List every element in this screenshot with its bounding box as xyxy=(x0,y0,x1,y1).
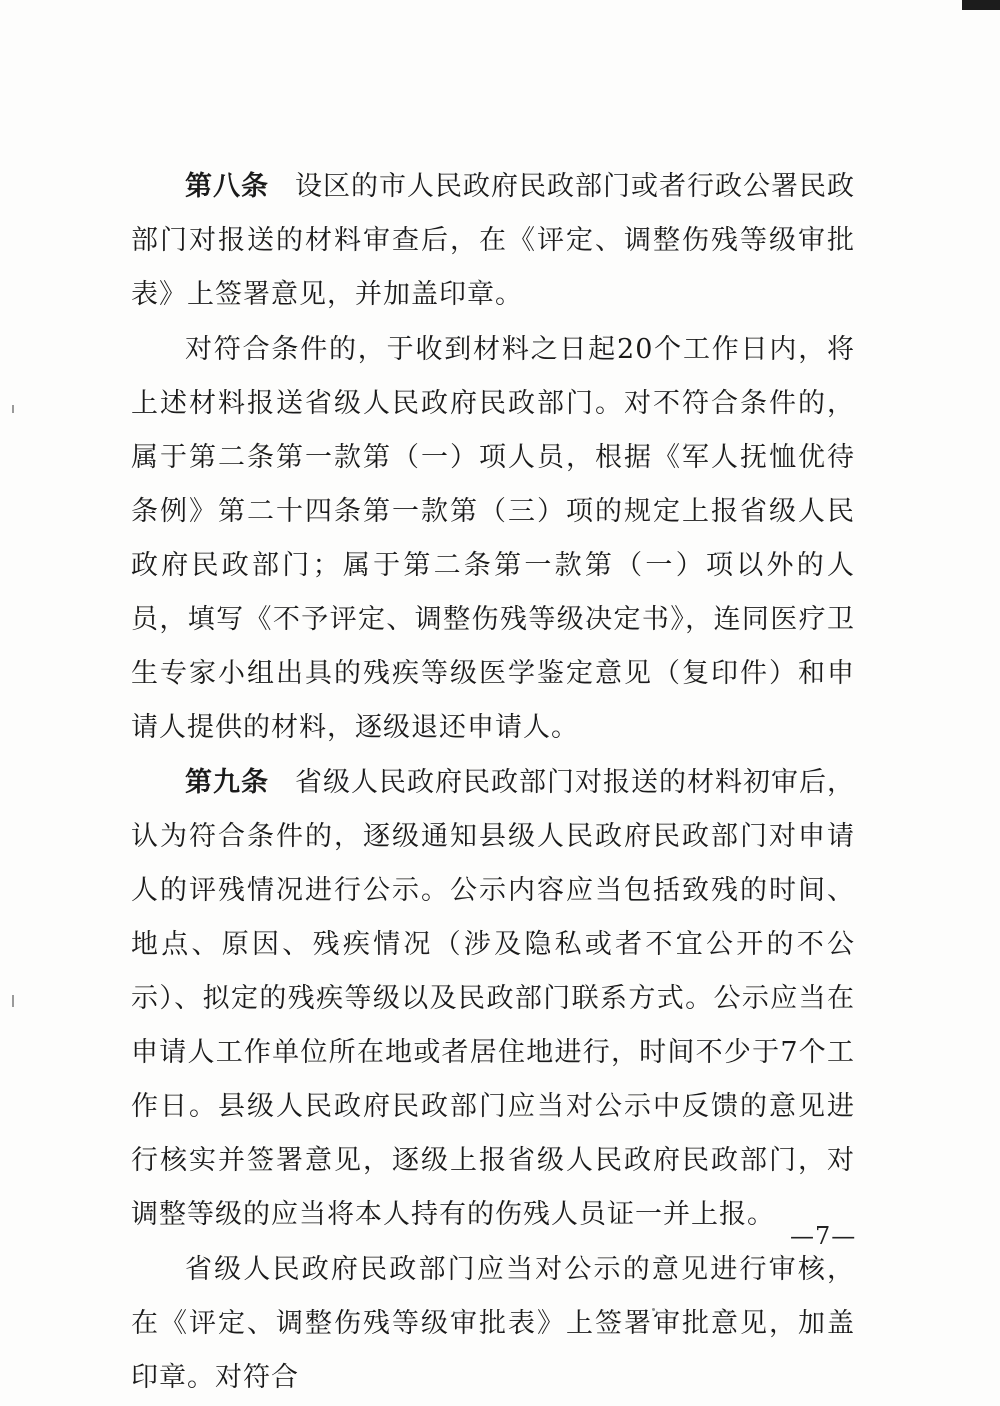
binding-mark-lower xyxy=(12,995,14,1007)
paragraph-text: 省级人民政府民政部门对报送的材料初审后，认为符合条件的，逐级通知县级人民政府民政部门对申请人的评残情况进行公示。公示内容应当包括致残的时间、地点、原因、残疾情况（涉及隐私或者不宜公开的不公示）、拟定的残疾等级以及民政部门联系方式。公示应当在申请人工作单位所在地或者居住地进行，时间不少于7个工作日。县级人民政府民政部门应当对公示中反馈的意见进行核实并签署意见，逐级上报省级人民政府民政部门，对调整等级的应当将本人持有的伤残人员证一并上报。 xyxy=(131,767,855,1230)
paragraph-text: 设区的市人民政府民政部门或者行政公署民政部门对报送的材料审查后，在《评定、调整伤残等级审批表》上签署意见，并加盖印章。 xyxy=(131,171,855,310)
paragraph-article-8 xyxy=(131,160,855,322)
paragraph-text: 省级人民政府民政部门应当对公示的意见进行审核，在《评定、调整伤残等级审批表》上签署审批意见，加盖印章。对符合 xyxy=(131,1254,855,1393)
document-body xyxy=(131,160,855,1406)
article-heading: 第九条 xyxy=(185,767,269,798)
paragraph-article-8-clause-2 xyxy=(131,323,855,755)
page-number: —7— xyxy=(790,1222,857,1250)
paragraph-text: 对符合条件的，于收到材料之日起20个工作日内，将上述材料报送省级人民政府民政部门。对不符合条件的，属于第二条第一款第（一）项人员，根据《军人抚恤优待条例》第二十四条第一款第（三）项的规定上报省级人民政府民政部门；属于第二条第一款第（一）项以外的人员，填写《不予评定、调整伤残等级决定书》，连同医疗卫生专家小组出具的残疾等级医学鉴定意见（复印件）和申请人提供的材料，逐级退还申请人。 xyxy=(131,334,855,743)
paragraph-article-9 xyxy=(131,756,855,1242)
binding-mark-upper xyxy=(12,405,14,413)
article-heading: 第八条 xyxy=(185,171,269,202)
scan-corner-mark xyxy=(962,0,1000,10)
paragraph-article-9-clause-2 xyxy=(131,1243,855,1405)
